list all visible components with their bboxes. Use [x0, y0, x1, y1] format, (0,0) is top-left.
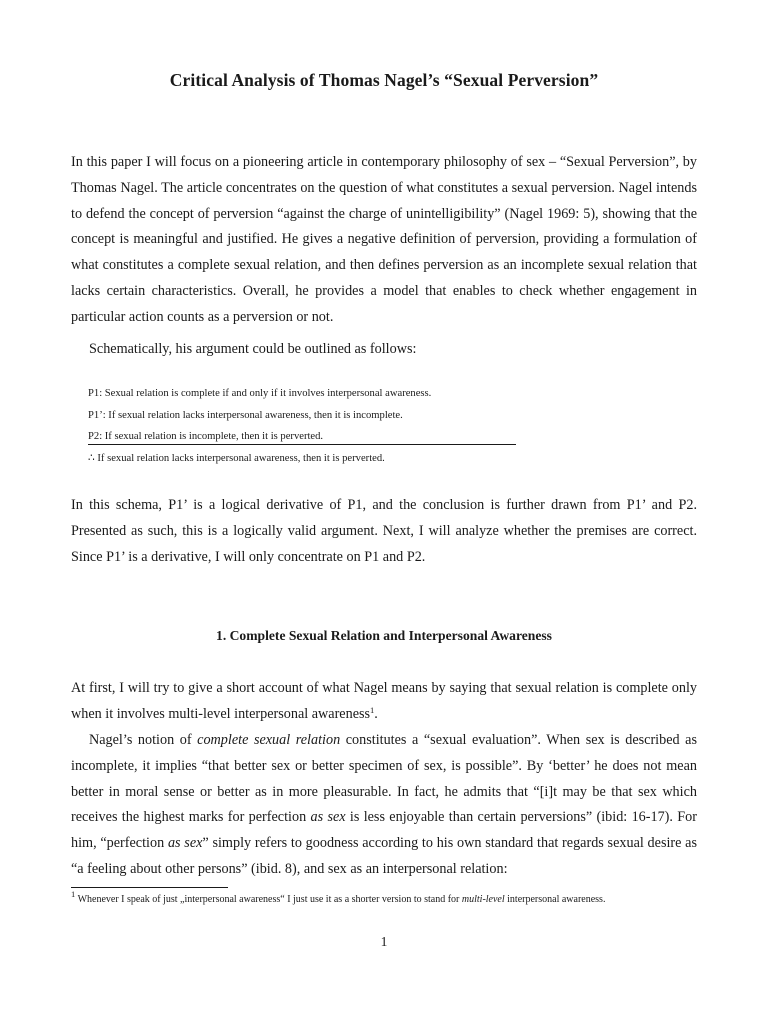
intro-paragraph: In this paper I will focus on a pioneering article in contemporary philosophy of sex – “Sexual Perversion”, by Thomas Nagel. The article concentrates on the question of what constitutes a sexual perversion. Nagel intends to defend the concept of perversion “against the charge of unintelligibility” (Nagel 1969: 5), showing that the concept is meaningful and justified. He gives a negative definition of perversion, providing a formulation of what constitutes a complete sexual relation, and then defines perversion as an incomplete sexual relation that lacks certain characteristics. Overall, he provides a model that enables to check whether engagement in particular action counts as a perversion or not.	[71, 154, 697, 325]
section-paragraph-2: Nagel’s notion of complete sexual relation constitutes a “sexual evaluation”. When sex is described as incomplete, it implies “that better sex or better specimen of sex, is possible”. By ‘better’ he does not mean better in moral sense or better as in more pleasurable. In fact, he admits that “[i]t may be that sex which receives the highest marks for perfection as sex is less enjoyable than certain perversions” (ibid: 16-17). For him, “perfection as sex” simply refers to goodness according to his own standard that regards sexual desire as “a feeling about other persons” (ibid. 8), and sex as an interpersonal relation:	[71, 732, 698, 877]
conclusion: ∴ If sexual relation lacks interpersonal awareness, then it is perverted.	[88, 452, 385, 464]
premise-p1-prime: P1’: If sexual relation lacks interpersonal awareness, then it is incomplete.	[88, 409, 403, 421]
argument-schema	[88, 383, 528, 469]
page-number: 1	[380, 934, 388, 949]
footnote: $^1$ Whenever I speak of just „interpersonal awareness“ I just use it as a shorter version to stand for multi-level interpersonal awareness.	[71, 889, 606, 905]
premise-p2: P2: If sexual relation is incomplete, then it is perverted.	[88, 430, 516, 445]
footnote-rule	[71, 887, 228, 888]
footnote-ref: 1	[370, 704, 375, 715]
section-paragraph-1: At first, I will try to give a short account of what Nagel means by saying that sexual relation is complete only when it involves multi-level interpersonal awareness$^1$.	[71, 680, 697, 722]
section-heading: 1. Complete Sexual Relation and Interpersonal Awareness	[216, 628, 552, 643]
schema-lead-in: Schematically, his argument could be outlined as follows:	[89, 341, 417, 357]
premise-p1: P1: Sexual relation is complete if and only if it involves interpersonal awareness.	[88, 388, 432, 399]
schema-discussion: In this schema, P1’ is a logical derivative of P1, and the conclusion is further drawn from P1’ and P2. Presented as such, this is a logically valid argument. Next, I will analyze whether the premises are correct. Since P1’ is a derivative, I will only concentrate on P1 and P2.	[71, 497, 697, 565]
paper-title: Critical Analysis of Thomas Nagel’s “Sexual Perversion”	[169, 70, 599, 90]
